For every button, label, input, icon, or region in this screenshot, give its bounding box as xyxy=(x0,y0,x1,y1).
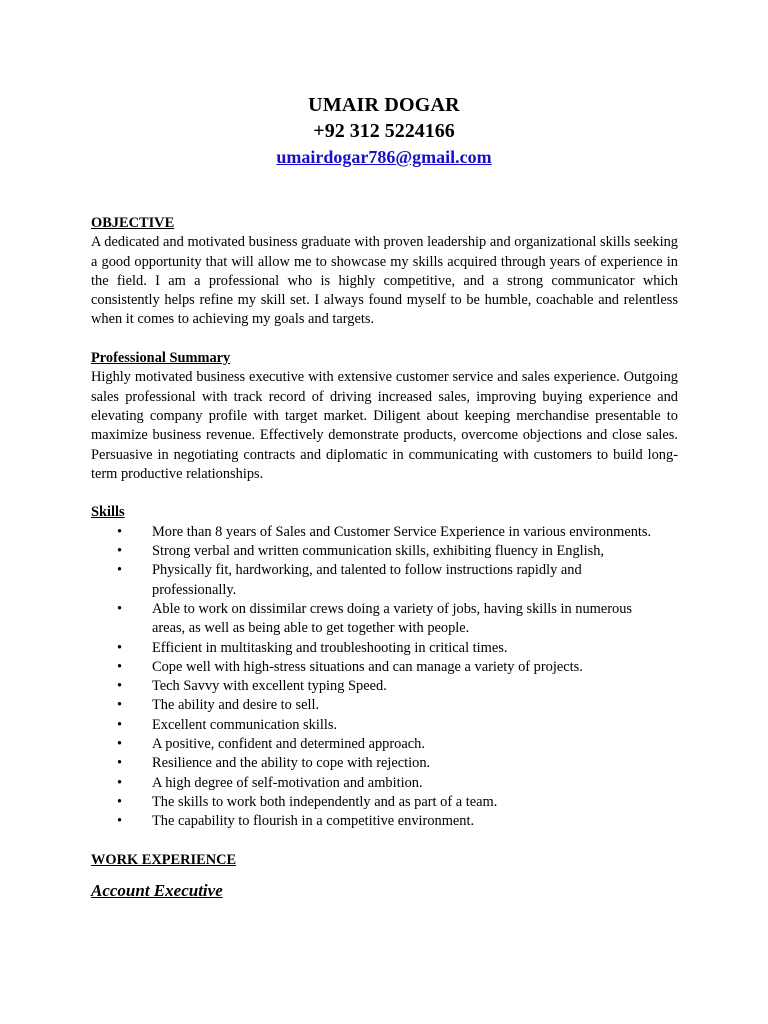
objective-text: A dedicated and motivated business graduate with proven leadership and organizational skills seeking a good opportunity that will allow me to showcase my skills acquired through years of experience in the field. I am a professional who is highly competitive, and a strong communicator which consistently helps refine my skill set. I always found myself to be humble, coachable and relentless when it comes to achieving my goals and targets. xyxy=(91,234,678,328)
section-spacer xyxy=(91,484,678,503)
section-spacer xyxy=(91,330,678,349)
professional-summary-text: Highly motivated business executive with extensive customer service and sales experience. Outgoing sales professional with track record of driving increased sales, improving buying experience and elevating company profile with target market. Diligent about keeping merchandise presentable to maximize business revenue. Effectively demonstrate products, overcome objections and close sales. Persuasive in negotiating contracts and diplomatic in communicating with customers to build long-term productive relationships. xyxy=(91,369,678,482)
skill-text: Efficient in multitasking and troubleshooting in critical times. xyxy=(152,639,508,656)
bullet-icon: • xyxy=(117,813,123,830)
skills-list xyxy=(91,523,678,832)
bullet-icon: • xyxy=(117,543,123,560)
skill-list-item xyxy=(91,639,678,658)
resume-body xyxy=(91,214,678,902)
skill-text: Resilience and the ability to cope with rejection. xyxy=(152,755,431,772)
skill-list-item xyxy=(91,812,678,831)
professional-summary-heading: Professional Summary xyxy=(91,350,231,367)
skill-text: A positive, confident and determined approach. xyxy=(152,736,425,753)
skill-text: The skills to work both independently and as part of a team. xyxy=(152,793,498,810)
professional-summary-section xyxy=(91,349,678,484)
bullet-icon: • xyxy=(117,774,123,791)
skill-list-item xyxy=(91,735,678,754)
section-spacer xyxy=(91,832,678,851)
skill-list-item xyxy=(91,754,678,773)
objective-section xyxy=(91,214,678,330)
skill-text: Tech Savvy with excellent typing Speed. xyxy=(152,678,387,695)
candidate-email-link[interactable]: umairdogar786@gmail.com xyxy=(276,147,492,167)
skill-text: More than 8 years of Sales and Customer Service Experience in various environments. xyxy=(152,523,652,540)
skill-text: Cope well with high-stress situations and can manage a variety of projects. xyxy=(152,658,583,675)
skill-text: Physically fit, hardworking, and talented to follow instructions rapidly and professionally. xyxy=(152,562,582,598)
skill-list-item xyxy=(91,774,678,793)
skill-list-item xyxy=(91,793,678,812)
bullet-icon: • xyxy=(117,639,123,656)
candidate-name: UMAIR DOGAR xyxy=(308,94,460,116)
bullet-icon: • xyxy=(117,678,123,695)
bullet-icon: • xyxy=(117,600,123,617)
skills-heading: Skills xyxy=(91,504,125,521)
skill-list-item xyxy=(91,523,678,542)
skill-list-item xyxy=(91,716,678,735)
skill-list-item xyxy=(91,677,678,696)
bullet-icon: • xyxy=(117,523,123,540)
bullet-icon: • xyxy=(117,562,123,579)
bullet-icon: • xyxy=(117,736,123,753)
skill-list-item xyxy=(91,542,678,561)
skill-list-item xyxy=(91,600,678,639)
bullet-icon: • xyxy=(117,793,123,810)
skill-list-item xyxy=(91,696,678,715)
skill-list-item xyxy=(91,561,678,600)
skill-text: The capability to flourish in a competitive environment. xyxy=(152,813,475,830)
candidate-phone: +92 312 5224166 xyxy=(313,120,455,142)
skill-list-item xyxy=(91,658,678,677)
work-experience-section xyxy=(91,851,678,902)
objective-heading: OBJECTIVE xyxy=(91,215,175,231)
bullet-icon: • xyxy=(117,658,123,675)
skill-text: A high degree of self-motivation and ambition. xyxy=(152,774,423,791)
skill-text: The ability and desire to sell. xyxy=(152,697,320,714)
skill-text: Excellent communication skills. xyxy=(152,716,338,733)
bullet-icon: • xyxy=(117,716,123,733)
bullet-icon: • xyxy=(117,697,123,714)
job-title: Account Executive xyxy=(91,881,223,901)
work-experience-heading: WORK EXPERIENCE xyxy=(91,851,237,868)
skills-section xyxy=(91,503,678,831)
skill-text: Strong verbal and written communication skills, exhibiting fluency in English, xyxy=(152,543,605,560)
resume-header xyxy=(0,92,768,170)
bullet-icon: • xyxy=(117,755,123,772)
skill-text: Able to work on dissimilar crews doing a variety of jobs, having skills in numerous areas, as well as being able to get together with people. xyxy=(152,600,633,637)
